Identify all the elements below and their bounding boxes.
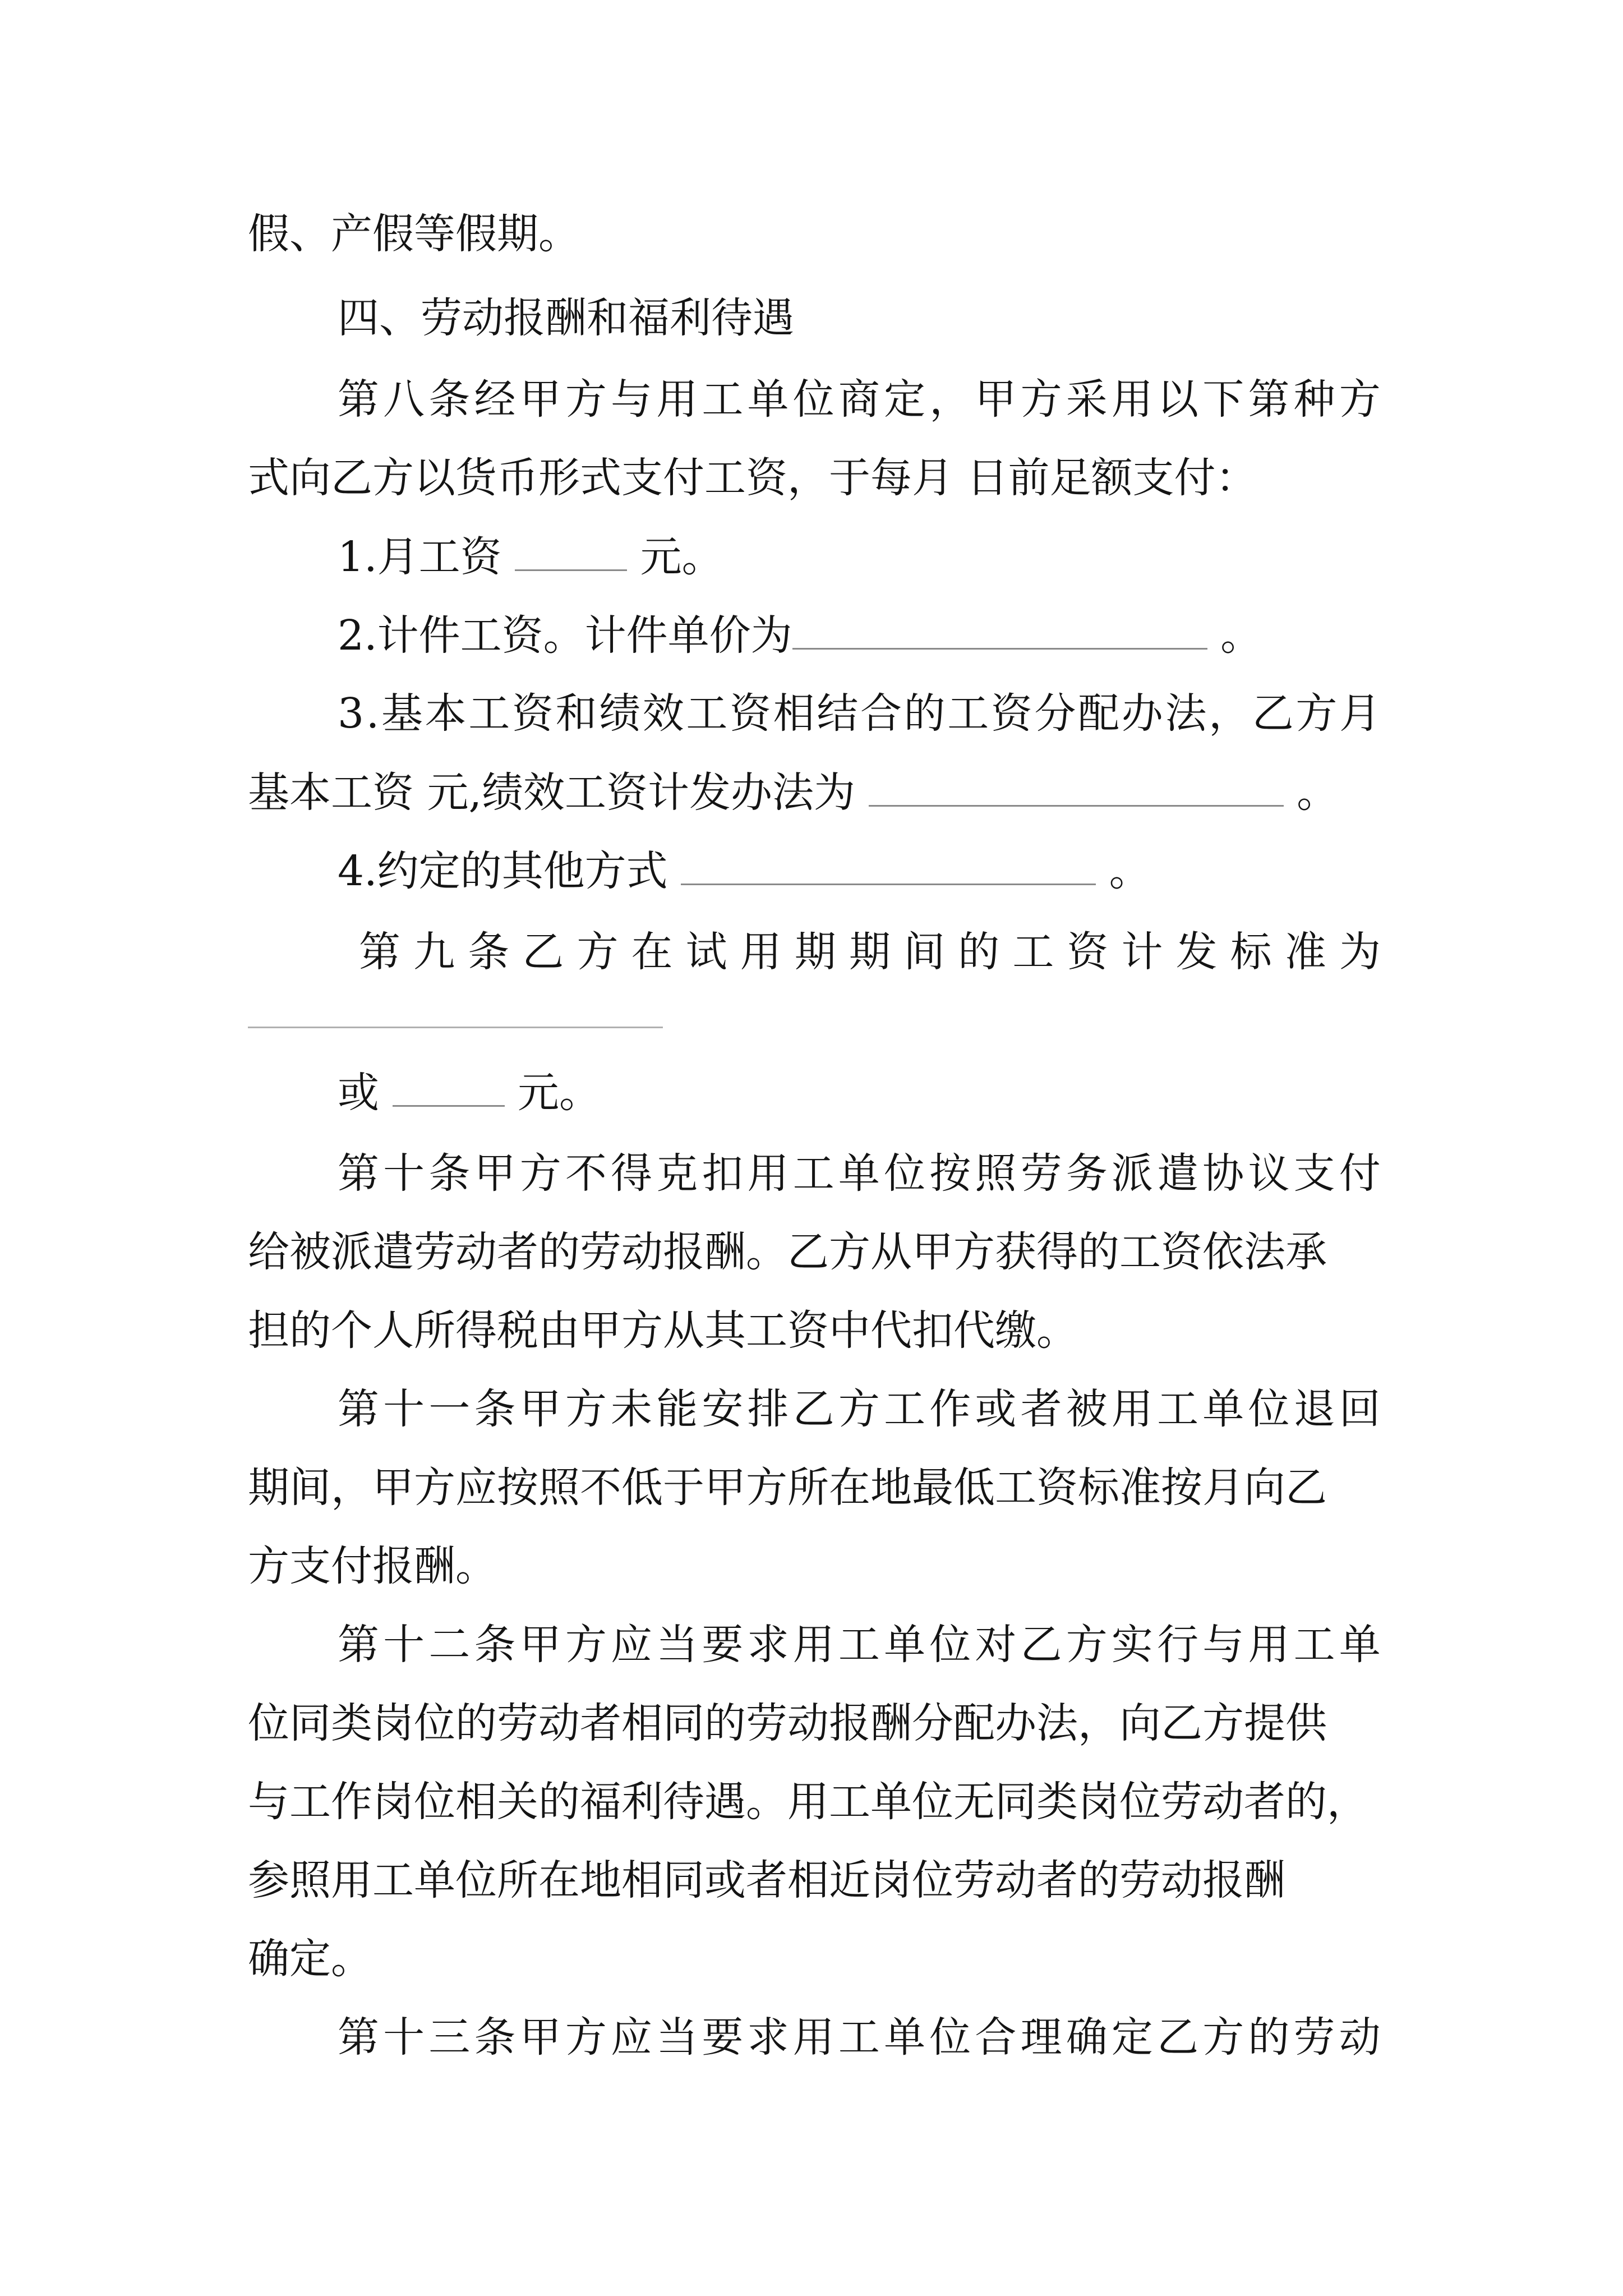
l03-char: 工 <box>702 375 744 424</box>
article-9-line-1 <box>359 928 1381 976</box>
unit-yuan: 元。 <box>627 533 723 581</box>
l15-char: 十 <box>383 1385 425 1433</box>
l10-char: 方 <box>577 928 619 976</box>
l15-char: 回 <box>1339 1385 1381 1433</box>
l07-char: 相 <box>773 689 815 738</box>
l23-char: 要 <box>702 2013 744 2062</box>
l23-char: 三 <box>428 2013 471 2062</box>
l23-char: 方 <box>565 2013 607 2062</box>
option-piece-rate <box>338 611 1262 660</box>
l23-char: 确 <box>1066 2013 1108 2062</box>
l15-char: 一 <box>428 1385 471 1433</box>
l07-char: 绩 <box>599 689 641 738</box>
l18-char: 二 <box>428 1621 471 1669</box>
l23-char: 甲 <box>519 2013 561 2062</box>
l10-char: 用 <box>740 928 782 976</box>
l23-char: 应 <box>611 2013 653 2062</box>
l15-char: 作 <box>929 1385 971 1433</box>
l23-char: 方 <box>1202 2013 1244 2062</box>
l15-char: 位 <box>1248 1385 1290 1433</box>
l12-char: 劳 <box>1020 1149 1062 1198</box>
article-10-line-2: 给被派遣劳动者的劳动报酬。乙方从甲方获得的工资依法承 <box>248 1228 1327 1276</box>
l23-char: 当 <box>656 2013 698 2062</box>
l15-char: 用 <box>1111 1385 1153 1433</box>
l18-char: 实 <box>1111 1621 1153 1669</box>
l23-char: 用 <box>792 2013 834 2062</box>
l18-char: 求 <box>747 1621 789 1669</box>
l07-char: 资 <box>730 689 772 738</box>
option-piece-rate-label: 2.计件工资。计件单价为 <box>338 611 792 660</box>
l23-char: 单 <box>884 2013 926 2062</box>
l18-char: 与 <box>1202 1621 1244 1669</box>
l07-char: 分 <box>1034 689 1076 738</box>
article-12-line-1 <box>338 1621 1381 1669</box>
option-basic-performance-line-2 <box>248 769 1339 817</box>
l15-char: 第 <box>338 1385 379 1433</box>
l12-char: 工 <box>792 1149 834 1198</box>
l03-char: 甲 <box>519 375 561 424</box>
l18-char: 用 <box>792 1621 834 1669</box>
l10-char: 乙 <box>522 928 564 976</box>
l07-char: 办 <box>1121 689 1163 738</box>
l18-char: 工 <box>838 1621 880 1669</box>
l10-char: 计 <box>1121 928 1163 976</box>
l15-char: 或 <box>975 1385 1017 1433</box>
l10-char: 准 <box>1284 928 1326 976</box>
l15-char: 未 <box>611 1385 653 1433</box>
l18-char: 十 <box>383 1621 425 1669</box>
l12-char: 协 <box>1202 1149 1244 1198</box>
blank-performance-method <box>869 771 1284 807</box>
l12-char: 务 <box>1066 1149 1108 1198</box>
l03-char: 种 <box>1293 375 1335 424</box>
l18-char: 要 <box>702 1621 744 1669</box>
l07-char: 工 <box>468 689 510 738</box>
l18-char: 位 <box>929 1621 971 1669</box>
l23-char: 条 <box>474 2013 516 2062</box>
line-leave-types: 假、产假等假期。 <box>248 210 580 258</box>
l12-char: 单 <box>838 1149 880 1198</box>
l23-char: 工 <box>838 2013 880 2062</box>
blank-monthly-wage <box>515 536 627 571</box>
blank-probation-wage <box>393 1071 505 1107</box>
period-mark: 。 <box>1096 847 1151 895</box>
l03-char: 商 <box>838 375 880 424</box>
l15-char: 安 <box>702 1385 744 1433</box>
l23-char: 劳 <box>1293 2013 1335 2062</box>
l12-char: 方 <box>519 1149 561 1198</box>
l10-char: 标 <box>1230 928 1272 976</box>
l03-char: 方 <box>1020 375 1062 424</box>
l03-char: ， <box>929 375 971 424</box>
l07-char: 乙 <box>1252 689 1294 738</box>
l10-char: 在 <box>631 928 673 976</box>
article-10-line-3: 担的个人所得税由甲方从其工资中代扣代缴。 <box>248 1306 1078 1355</box>
l07-char: 资 <box>990 689 1032 738</box>
l10-char: 为 <box>1339 928 1381 976</box>
l03-char: 定 <box>884 375 926 424</box>
l15-char: 工 <box>884 1385 926 1433</box>
l15-char: 排 <box>747 1385 789 1433</box>
l23-char: 动 <box>1339 2013 1381 2062</box>
option-other-method <box>338 847 1151 895</box>
l12-char: 支 <box>1293 1149 1335 1198</box>
l18-char: 行 <box>1157 1621 1199 1669</box>
l15-char: 退 <box>1293 1385 1335 1433</box>
l03-char: 单 <box>747 375 789 424</box>
l12-char: 条 <box>428 1149 471 1198</box>
l15-char: 方 <box>838 1385 880 1433</box>
l18-char: 方 <box>1066 1621 1108 1669</box>
period-mark: 。 <box>1207 611 1262 660</box>
l15-char: 甲 <box>519 1385 561 1433</box>
l07-char: ， <box>1209 689 1251 738</box>
l03-char: 第 <box>1248 375 1290 424</box>
option-other-method-label: 4.约定的其他方式 <box>338 847 681 895</box>
l12-char: 得 <box>611 1149 653 1198</box>
l23-char: 十 <box>383 2013 425 2062</box>
l10-char: 试 <box>685 928 727 976</box>
article-8-line-1 <box>338 375 1381 424</box>
l12-char: 按 <box>929 1149 971 1198</box>
article-10-line-1 <box>338 1149 1381 1198</box>
l23-char: 的 <box>1248 2013 1290 2062</box>
l10-char: 第 <box>359 928 400 976</box>
l23-char: 定 <box>1111 2013 1153 2062</box>
l10-char: 九 <box>413 928 455 976</box>
l18-char: 工 <box>1293 1621 1335 1669</box>
period-mark: 。 <box>1283 769 1339 817</box>
l15-char: 条 <box>474 1385 516 1433</box>
l12-char: 议 <box>1248 1149 1290 1198</box>
l18-char: 方 <box>565 1621 607 1669</box>
l12-char: 照 <box>975 1149 1017 1198</box>
l03-char: 方 <box>565 375 607 424</box>
article-11-line-2: 期间，甲方应按照不低于甲方所在地最低工资标准按月向乙 <box>248 1464 1327 1512</box>
l23-char: 第 <box>338 2013 379 2062</box>
l15-char: 工 <box>1157 1385 1199 1433</box>
l12-char: 克 <box>656 1149 698 1198</box>
l10-char: 发 <box>1175 928 1218 976</box>
article-9-line-2 <box>338 1069 601 1117</box>
article-11-line-3: 方支付报酬。 <box>248 1542 497 1590</box>
l07-char: 方 <box>1295 689 1338 738</box>
article-12-line-3: 与工作岗位相关的福利待遇。用工单位无同类岗位劳动者的， <box>248 1778 1368 1826</box>
l18-char: 甲 <box>519 1621 561 1669</box>
l12-char: 用 <box>747 1149 789 1198</box>
l07-char: 效 <box>642 689 684 738</box>
l03-char: 以 <box>1157 375 1199 424</box>
article-12-line-4: 参照用工单位所在地相同或者相近岗位劳动者的劳动报酬 <box>248 1856 1285 1904</box>
l03-char: 第 <box>338 375 379 424</box>
l07-char: 的 <box>903 689 946 738</box>
l03-char: 与 <box>611 375 653 424</box>
article-12-line-5: 确定。 <box>248 1935 372 1983</box>
l12-char: 不 <box>565 1149 607 1198</box>
l12-char: 甲 <box>474 1149 516 1198</box>
l18-char: 用 <box>1248 1621 1290 1669</box>
l15-char: 能 <box>656 1385 698 1433</box>
l03-char: 八 <box>383 375 425 424</box>
l03-char: 用 <box>1111 375 1153 424</box>
l23-char: 理 <box>1020 2013 1062 2062</box>
l03-char: 条 <box>428 375 471 424</box>
l07-char: 配 <box>1078 689 1120 738</box>
article-12-line-2: 位同类岗位的劳动者相同的劳动报酬分配办法，向乙方提供 <box>248 1699 1327 1747</box>
l07-char: 结 <box>817 689 859 738</box>
l23-char: 合 <box>975 2013 1017 2062</box>
l18-char: 第 <box>338 1621 379 1669</box>
l18-char: 应 <box>611 1621 653 1669</box>
l15-char: 方 <box>565 1385 607 1433</box>
l18-char: 单 <box>884 1621 926 1669</box>
l07-char: . <box>366 689 380 738</box>
l10-char: 工 <box>1012 928 1054 976</box>
l10-char: 条 <box>468 928 510 976</box>
l03-char: 用 <box>656 375 698 424</box>
l15-char: 者 <box>1020 1385 1062 1433</box>
l07-char: 工 <box>686 689 728 738</box>
l23-char: 乙 <box>1157 2013 1199 2062</box>
l03-char: 位 <box>792 375 834 424</box>
or-label: 或 <box>338 1069 393 1117</box>
l07-char: 基 <box>381 689 423 738</box>
l03-char: 下 <box>1202 375 1244 424</box>
l15-char: 乙 <box>792 1385 834 1433</box>
l12-char: 扣 <box>702 1149 744 1198</box>
blank-piece-rate <box>792 614 1207 650</box>
unit-yuan: 元。 <box>504 1069 601 1117</box>
article-13-line-1 <box>338 2013 1381 2062</box>
l18-char: 条 <box>474 1621 516 1669</box>
l18-char: 单 <box>1339 1621 1381 1669</box>
l15-char: 被 <box>1066 1385 1108 1433</box>
l03-char: 甲 <box>975 375 1017 424</box>
l10-char: 期 <box>849 928 891 976</box>
l07-char: 法 <box>1165 689 1207 738</box>
l07-char: 3 <box>338 689 365 738</box>
option-monthly-wage <box>338 533 723 581</box>
l12-char: 位 <box>884 1149 926 1198</box>
l12-char: 遣 <box>1157 1149 1199 1198</box>
l15-char: 单 <box>1202 1385 1244 1433</box>
l23-char: 位 <box>929 2013 971 2062</box>
blank-other-method <box>681 850 1096 885</box>
l12-char: 付 <box>1339 1149 1381 1198</box>
l07-char: 和 <box>555 689 597 738</box>
l03-char: 方 <box>1339 375 1381 424</box>
l03-char: 经 <box>474 375 516 424</box>
l10-char: 间 <box>903 928 946 976</box>
article-11-line-1 <box>338 1385 1381 1433</box>
blank-probation-standard <box>248 1027 663 1028</box>
l10-char: 的 <box>958 928 1000 976</box>
l07-char: 月 <box>1339 689 1381 738</box>
article-8-line-2: 式向乙方以货币形式支付工资，于每月 日前足额支付： <box>248 454 1257 502</box>
l18-char: 乙 <box>1020 1621 1062 1669</box>
l18-char: 对 <box>975 1621 1017 1669</box>
option-basic-performance-line-1 <box>338 689 1381 738</box>
l10-char: 期 <box>794 928 836 976</box>
section-heading-remuneration: 四、劳动报酬和福利待遇 <box>338 294 794 342</box>
option-monthly-wage-label: 1.月工资 <box>338 533 515 581</box>
l03-char: 采 <box>1066 375 1108 424</box>
l07-char: 本 <box>425 689 467 738</box>
l07-char: 合 <box>860 689 902 738</box>
l23-char: 求 <box>747 2013 789 2062</box>
l07-char: 资 <box>511 689 554 738</box>
l12-char: 第 <box>338 1149 379 1198</box>
l10-char: 资 <box>1067 928 1109 976</box>
l12-char: 十 <box>383 1149 425 1198</box>
l18-char: 当 <box>656 1621 698 1669</box>
l12-char: 派 <box>1111 1149 1153 1198</box>
basic-wage-label: 基本工资 元,绩效工资计发办法为 <box>248 769 869 817</box>
l07-char: 工 <box>947 689 989 738</box>
